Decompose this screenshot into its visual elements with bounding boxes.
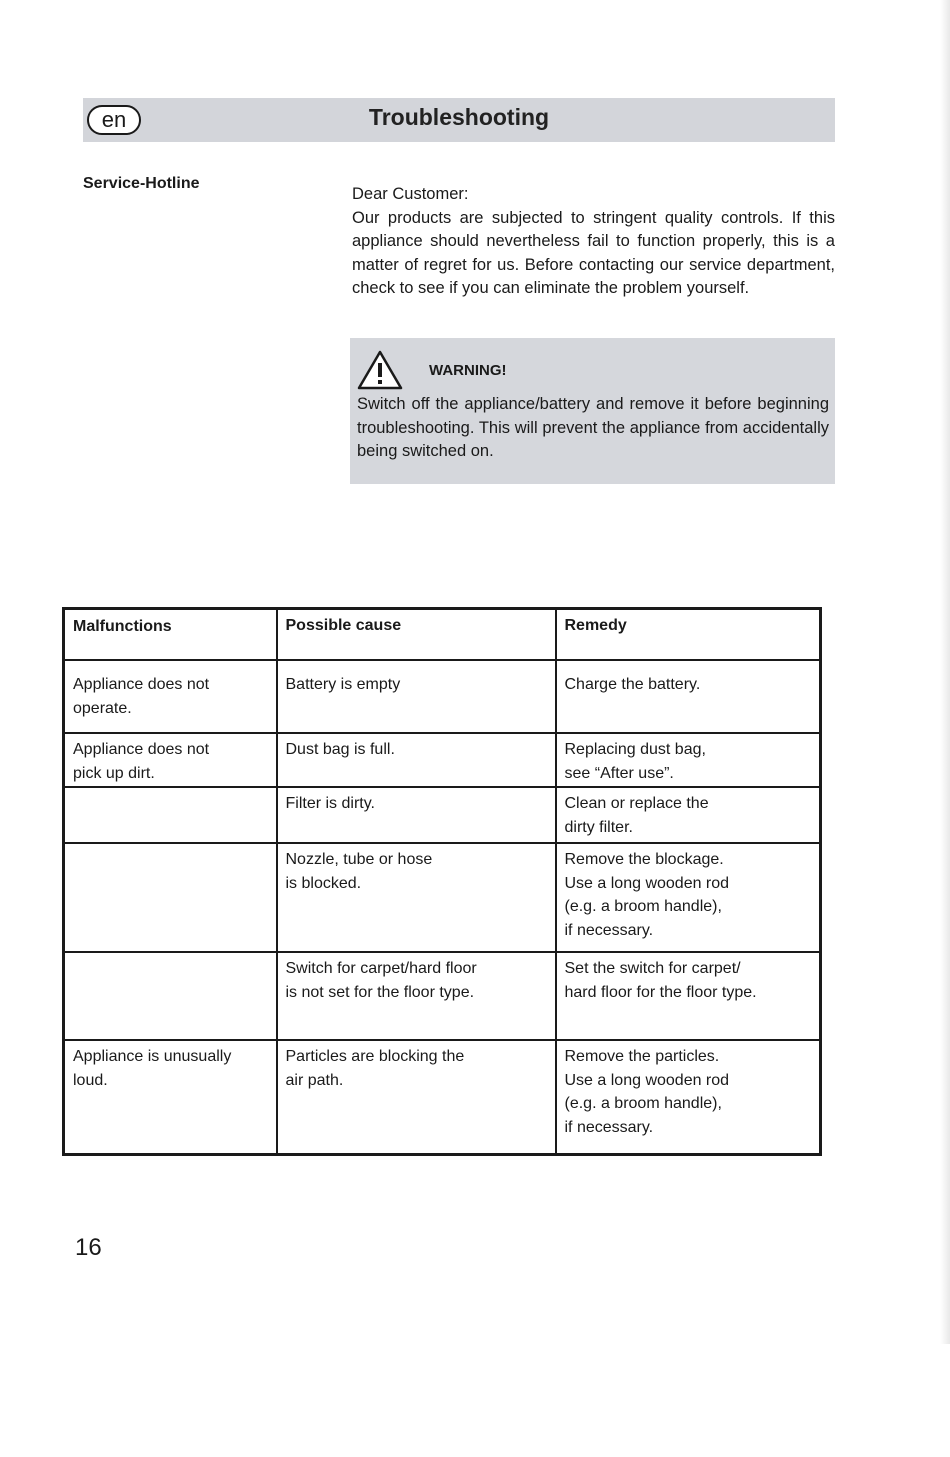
table-row [64, 1040, 821, 1154]
remedy-cell: Clean or replace the dirty filter. [556, 787, 821, 843]
warning-box [350, 338, 835, 484]
cause-cell: Switch for carpet/hard floor is not set for the floor type. [277, 952, 556, 1040]
malfunction-cell [64, 787, 277, 843]
table-row [64, 660, 821, 733]
cause-cell: Nozzle, tube or hose is blocked. [277, 843, 556, 952]
cause-cell: Filter is dirty. [277, 787, 556, 843]
remedy-cell: Remove the particles. Use a long wooden rod (e.g. a broom handle), if necessary. [556, 1040, 821, 1154]
column-header-possible-cause: Possible cause [277, 609, 556, 661]
troubleshooting-table-container [62, 607, 819, 1457]
remedy-cell: Charge the battery. [556, 660, 821, 733]
malfunction-cell: Appliance does not pick up dirt. [64, 733, 277, 787]
malfunction-cell: Appliance is unusually loud. [64, 1040, 277, 1154]
intro-greeting: Dear Customer: [352, 185, 469, 203]
remedy-cell: Set the switch for carpet/ hard floor for the floor type. [556, 952, 821, 1040]
table-header-row [64, 609, 821, 661]
page-edge-shadow [940, 0, 950, 1344]
troubleshooting-table [62, 607, 822, 1156]
cause-cell: Particles are blocking the air path. [277, 1040, 556, 1154]
warning-title: WARNING! [429, 361, 507, 379]
page-title: Troubleshooting [368, 104, 550, 130]
remedy-cell: Remove the blockage. Use a long wooden rod (e.g. a broom handle), if necessary. [556, 843, 821, 952]
column-header-remedy: Remedy [556, 609, 821, 661]
remedy-cell: Replacing dust bag, see “After use”. [556, 733, 821, 787]
intro-text [352, 183, 835, 301]
table-row [64, 843, 821, 952]
warning-triangle-icon [357, 350, 403, 390]
warning-text: Switch off the appliance/battery and remove it before beginning troubleshooting. This will prevent the appliance from accidentally being switched on. [357, 395, 829, 460]
intro-body: Our products are subjected to stringent quality controls. If this appliance should nevertheless fail to function properly, this is a matter of regret for us. Before contacting our service department, check to see if you can eliminate the problem yourself. [352, 208, 835, 297]
section-header [83, 98, 835, 142]
service-hotline-label: Service-Hotline [83, 175, 200, 192]
cause-cell: Dust bag is full. [277, 733, 556, 787]
malfunction-cell: Appliance does not operate. [64, 660, 277, 733]
malfunction-cell [64, 843, 277, 952]
cause-cell: Battery is empty [277, 660, 556, 733]
language-badge: en [87, 105, 141, 135]
table-row [64, 787, 821, 843]
column-header-malfunctions: Malfunctions [64, 609, 277, 661]
table-row [64, 952, 821, 1040]
malfunction-cell [64, 952, 277, 1040]
table-row [64, 733, 821, 787]
page-number: 16 [75, 1234, 102, 1261]
